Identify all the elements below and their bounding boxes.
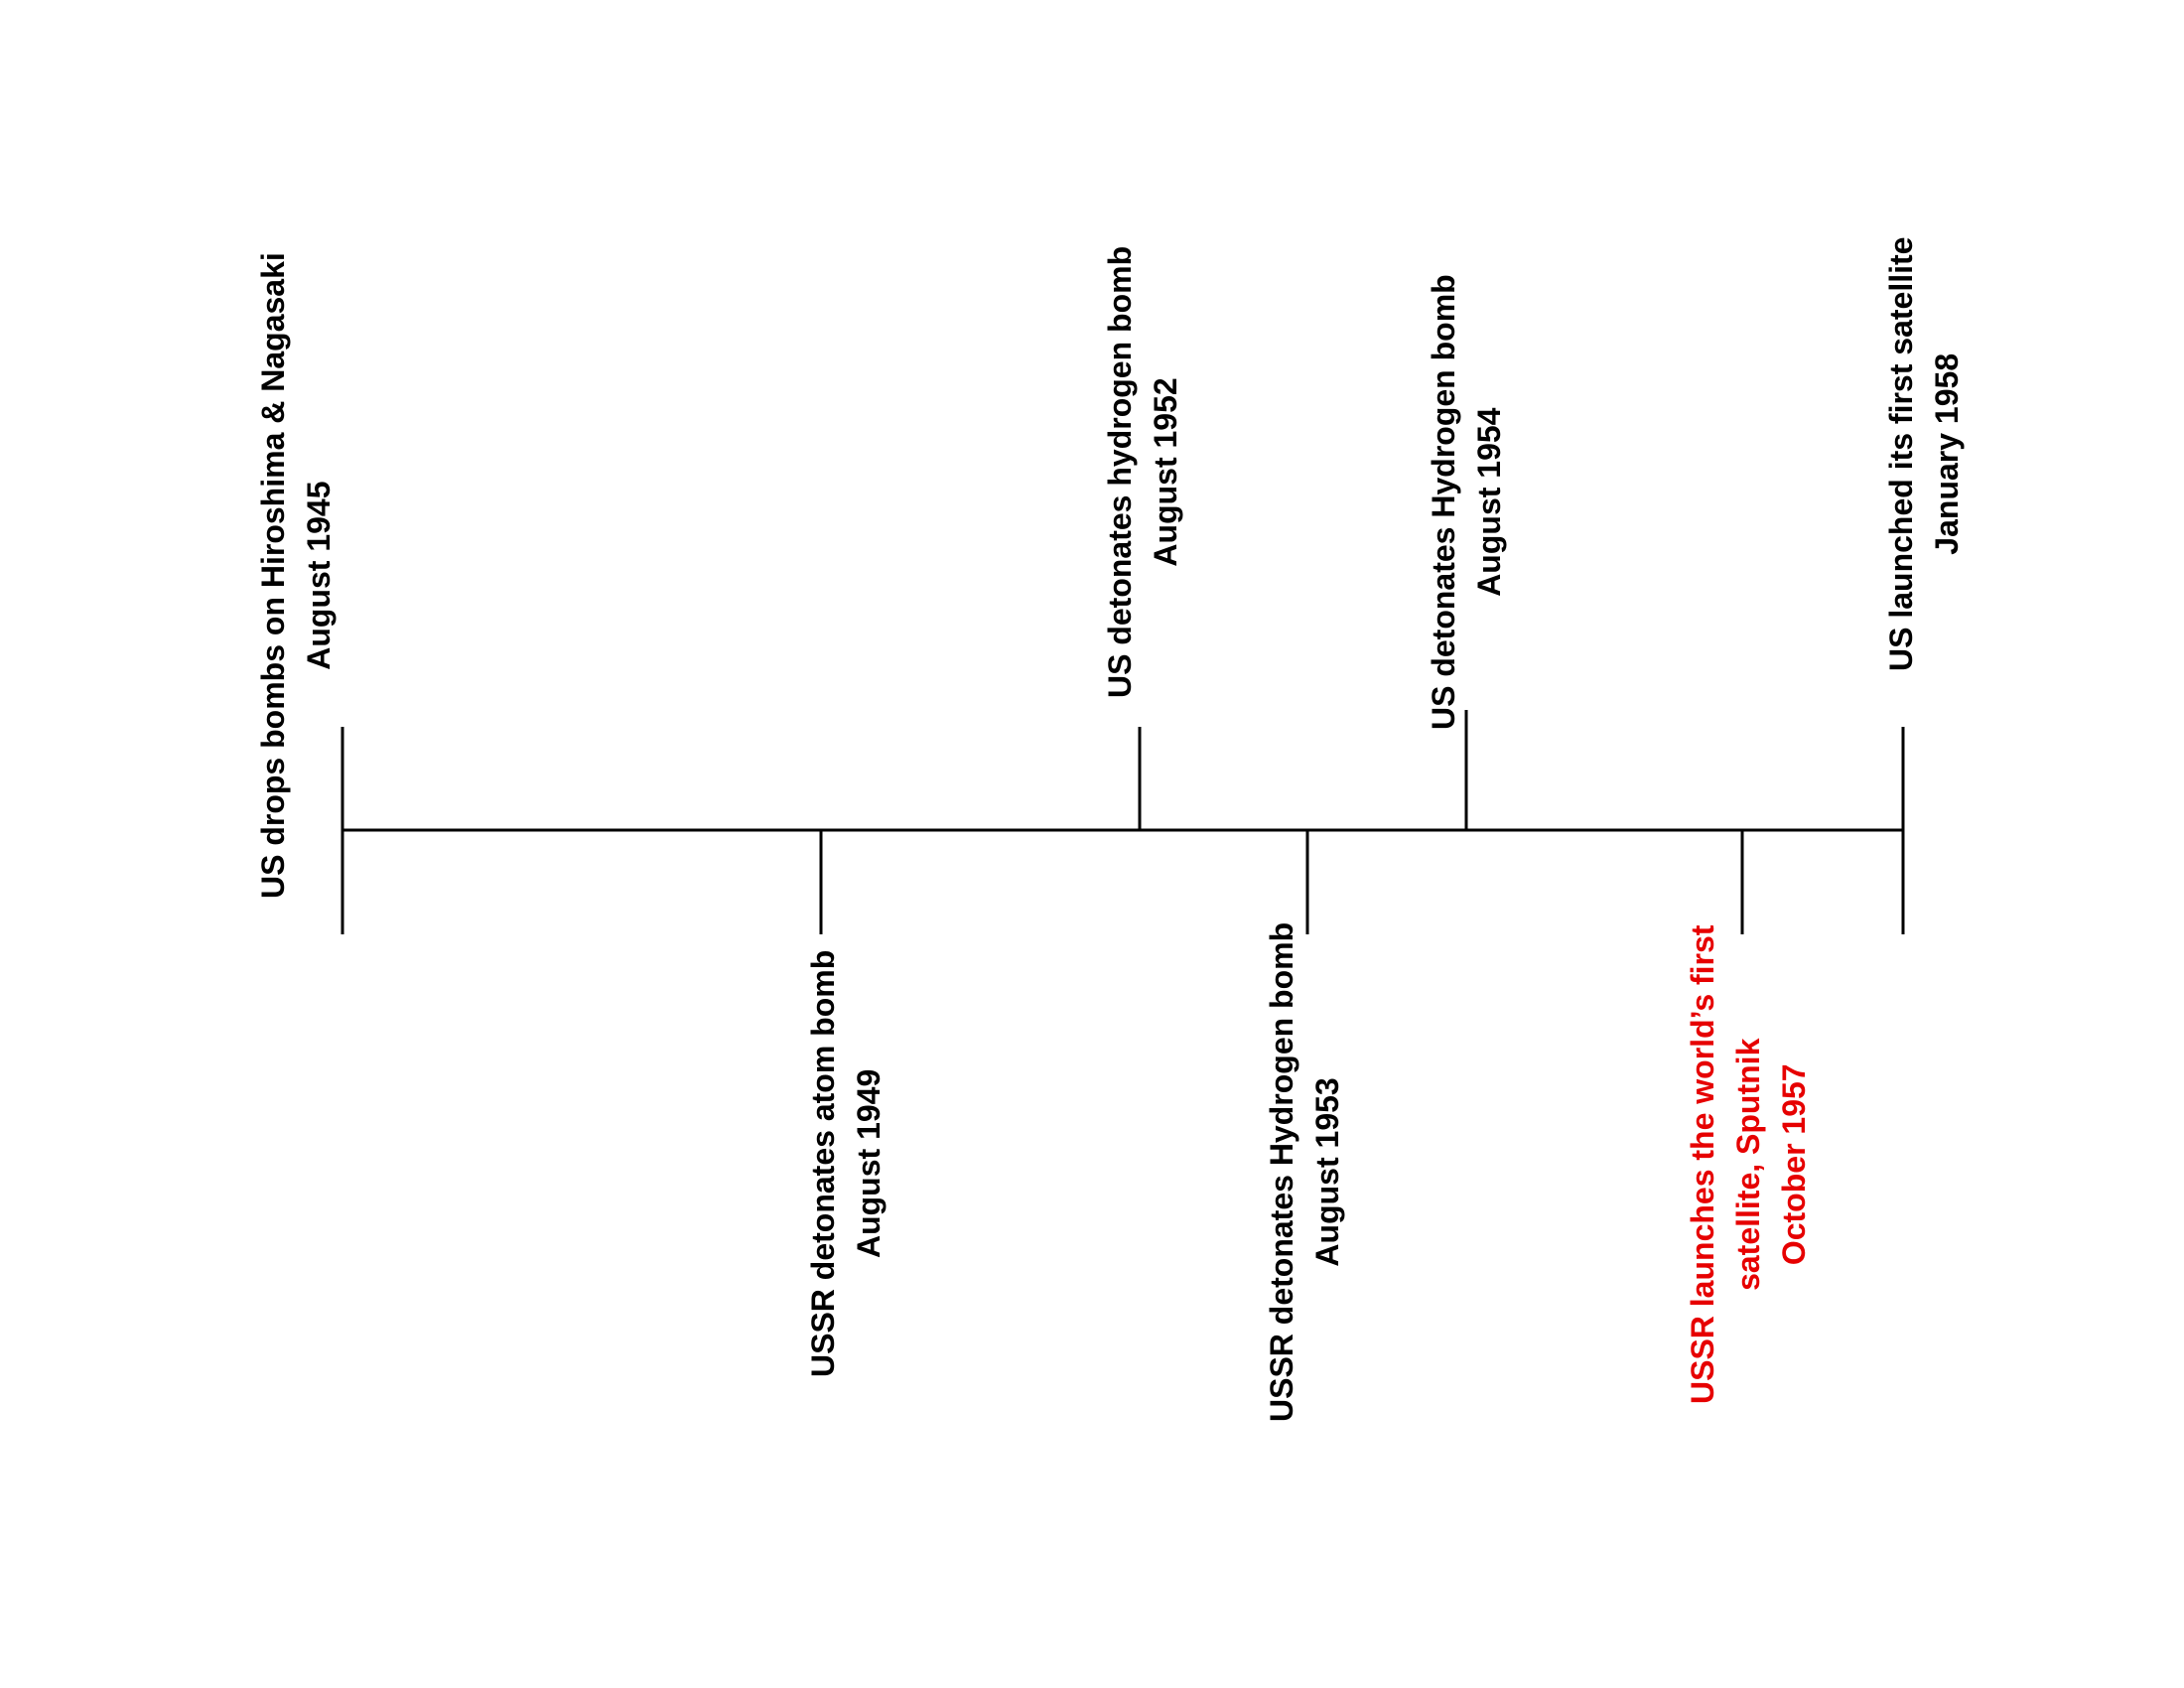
event-hiroshima-date: August 1945 — [301, 481, 337, 670]
event-sputnik-description: USSR launches the world’s first — [1685, 924, 1720, 1404]
event-us-satellite-date: January 1958 — [1929, 352, 1965, 555]
event-sputnik-description-cont: satellite, Sputnik — [1730, 1038, 1766, 1291]
event-label-ussr-hydrogen-1953 — [1259, 922, 1350, 1422]
event-us-hydrogen-1952-description: US detonates hydrogen bomb — [1102, 245, 1138, 698]
event-us-hydrogen-1952-date: August 1952 — [1148, 377, 1183, 567]
event-hiroshima-description: US drops bombs on Hiroshima & Nagasaki — [255, 252, 291, 899]
event-label-us-satellite — [1878, 237, 1970, 671]
event-ussr-hydrogen-1953-date: August 1953 — [1309, 1077, 1345, 1267]
event-label-ussr-atom — [800, 950, 891, 1377]
event-sputnik-date: October 1957 — [1776, 1063, 1812, 1266]
event-us-hydrogen-1954-date: August 1954 — [1471, 407, 1507, 597]
event-us-hydrogen-1954-description: US detonates Hydrogen bomb — [1426, 274, 1461, 730]
event-label-hiroshima — [250, 252, 341, 899]
event-ussr-atom-description: USSR detonates atom bomb — [805, 949, 841, 1377]
event-ussr-hydrogen-1953-description: USSR detonates Hydrogen bomb — [1264, 921, 1299, 1422]
event-label-us-hydrogen-1952 — [1097, 246, 1188, 698]
event-label-us-hydrogen-1954 — [1421, 274, 1512, 730]
event-label-sputnik — [1680, 925, 1817, 1404]
event-ussr-atom-date: August 1949 — [851, 1068, 887, 1259]
event-us-satellite-description: US launched its first satellite — [1883, 236, 1919, 671]
